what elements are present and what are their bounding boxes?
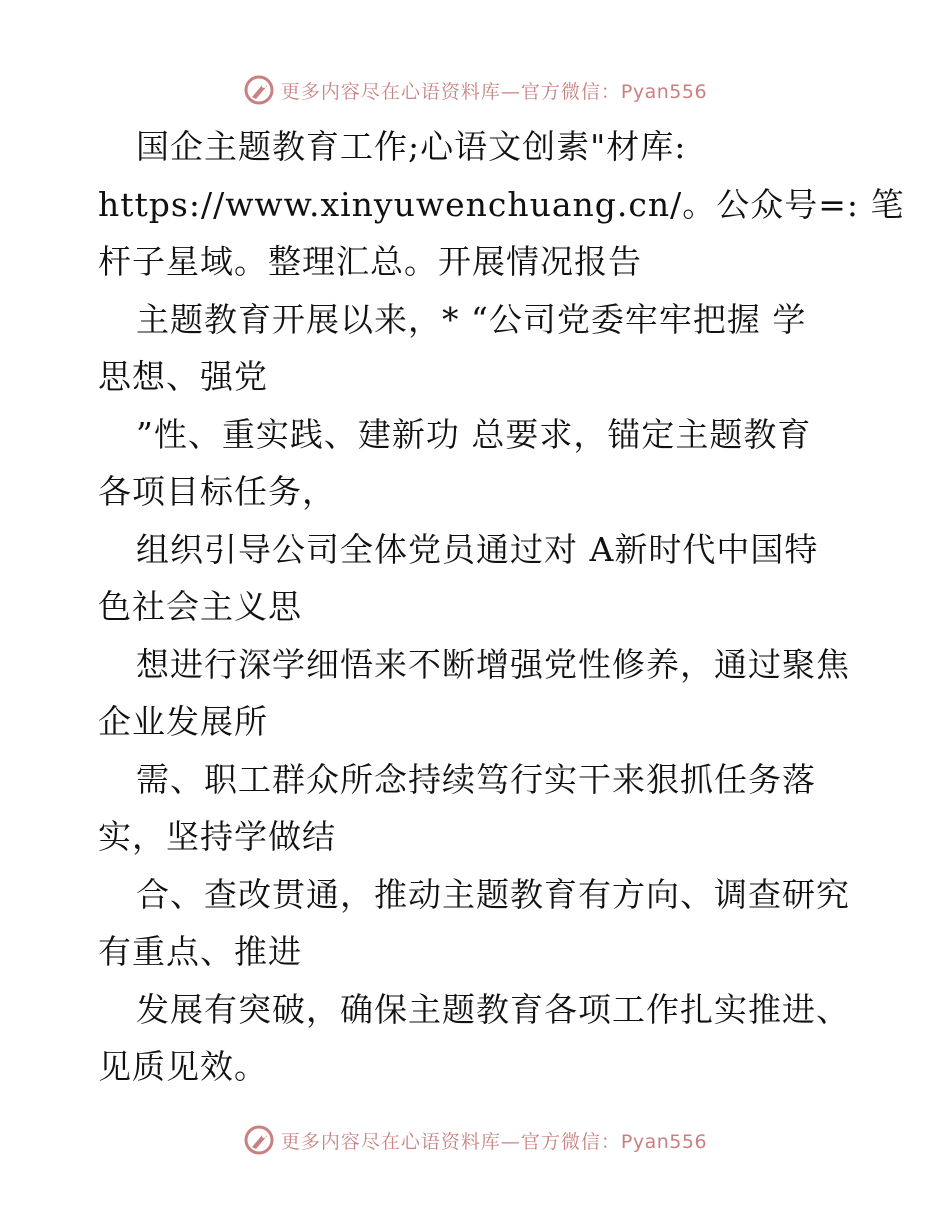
paragraph-line: 想进行深学细悟来不断增强党性修养，通过聚焦 bbox=[136, 644, 850, 684]
paragraph-line: 主题教育开展以来，* “公司党委牢牢把握 学 bbox=[136, 299, 807, 339]
pen-nib-logo-icon bbox=[243, 74, 275, 106]
document-body bbox=[98, 118, 905, 1096]
paragraph-line: https://www.xinyuwenchuang.cn/。公众号=: 笔 bbox=[98, 184, 905, 224]
paragraph-line: 思想、强党 bbox=[98, 357, 268, 396]
header-watermark-banner bbox=[0, 70, 950, 110]
paragraph-line: 需、职工群众所念持续笃行实干来狠抓任务落 bbox=[136, 759, 816, 799]
paragraph-line: ”性、重实践、建新功 总要求，锚定主题教育 bbox=[136, 414, 812, 454]
paragraph-line: 色社会主义思 bbox=[98, 587, 302, 626]
banner-label: 更多内容尽在心语资料库—官方微信： bbox=[280, 80, 621, 103]
paragraph-line: 各项目标任务， bbox=[98, 472, 336, 511]
paragraph-line: 合、查改贯通，推动主题教育有方向、调查研究 bbox=[136, 874, 850, 914]
paragraph-line: 发展有突破，确保主题教育各项工作扎实推进、 bbox=[136, 989, 850, 1029]
paragraph-line: 有重点、推进 bbox=[98, 932, 302, 971]
banner-label: 更多内容尽在心语资料库—官方微信： bbox=[280, 1130, 621, 1153]
paragraph-line: 实，坚持学做结 bbox=[98, 817, 336, 856]
banner-text bbox=[281, 1127, 707, 1154]
paragraph-line: 企业发展所 bbox=[98, 702, 268, 741]
footer-watermark-banner bbox=[0, 1120, 950, 1160]
paragraph-line: 组织引导公司全体党员通过对 A新时代中国特 bbox=[136, 529, 819, 569]
paragraph-line: 国企主题教育工作;心语文创素"材库: bbox=[136, 127, 687, 166]
pen-nib-logo-icon bbox=[243, 1124, 275, 1156]
banner-wechat-id: Pyan556 bbox=[620, 1130, 708, 1153]
banner-text bbox=[281, 77, 707, 104]
banner-wechat-id: Pyan556 bbox=[620, 80, 708, 103]
paragraph-line: 杆子星域。整理汇总。开展情况报告 bbox=[98, 242, 642, 281]
paragraph-line: 见质见效。 bbox=[98, 1047, 268, 1086]
